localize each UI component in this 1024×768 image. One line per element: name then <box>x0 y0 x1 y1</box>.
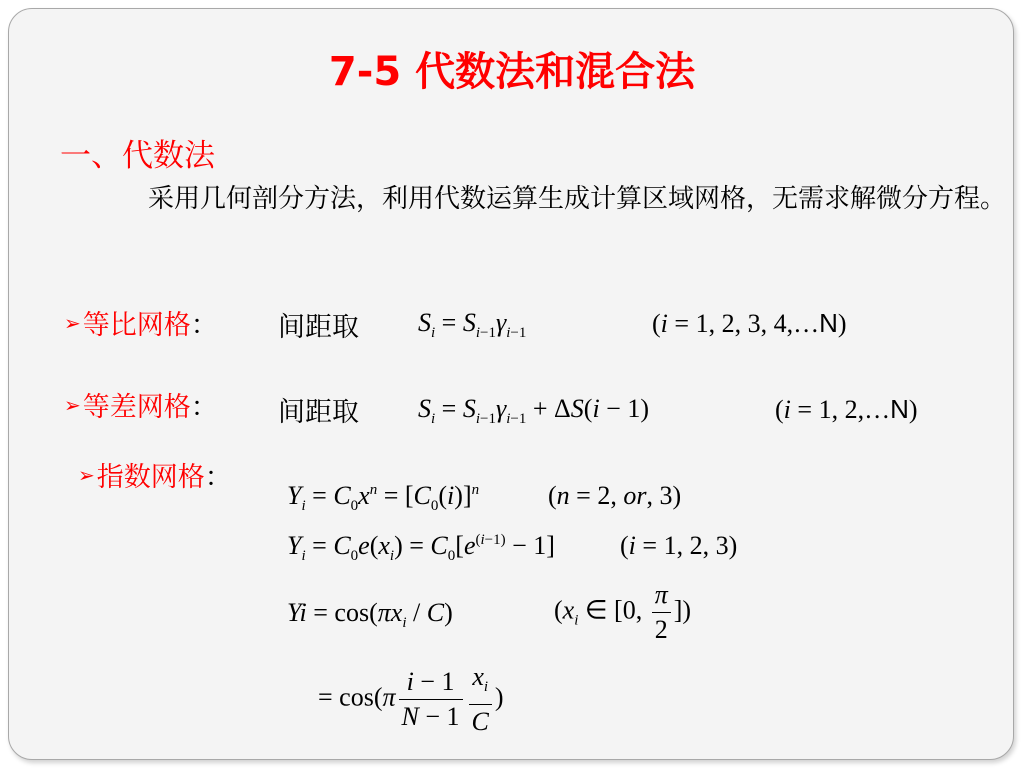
spacing-label: 间距取 <box>278 312 359 343</box>
formula-exponential-3-range: ($x_i$ ∈ [0, $\frac{\pi}{2}$ ]) <box>554 580 692 644</box>
bullet-colon: ： <box>190 392 218 423</box>
bullet-arithmetic-grid <box>64 385 218 424</box>
bullet-exponential-grid <box>78 455 232 494</box>
bullet-colon: ： <box>190 310 218 341</box>
bullet-colon: ： <box>204 462 232 493</box>
formula-exponential-2-range: (i = 1, 2, 3) <box>620 531 738 560</box>
arrow-bullet-icon: ➢ <box>64 310 81 335</box>
spacing-label: 间距取 <box>278 397 359 428</box>
bullet-label: 指数网格 <box>96 462 205 493</box>
formula-exponential-3: $Yi = \cos(\pi x_i / C)$ <box>287 598 453 631</box>
description-paragraph: 采用几何剖分方法，利用代数运算生成计算区域网格，无需求解微分方程。 <box>148 184 1007 214</box>
formula-arithmetic: $S_i = S_{i-1}\gamma_{i-1} + \Delta S(i - 1)$ <box>418 394 649 427</box>
formula-geometric: $S_i = S_{i-1}\gamma_{i-1}$ <box>418 308 527 341</box>
section-heading: 一、代数法 <box>60 138 215 174</box>
bullet-label: 等差网格 <box>82 392 191 423</box>
bullet-label: 等比网格 <box>82 310 191 341</box>
formula-geometric-range: (i = 1, 2, 3, 4,…N) <box>652 308 847 338</box>
slide-frame <box>8 8 1014 760</box>
formula-exponential-1-range: (n = 2, or, 3) <box>548 481 682 510</box>
formula-exponential-2: $Y_i = C_0e(x_i) = C_0[e^{(i-1)} - 1]$ <box>287 531 555 564</box>
formula-exponential-4: = cos(π $\frac{i - 1}{N - 1}$ $\frac{x_i}{C}$ ) <box>318 662 504 736</box>
slide-title: 7-5 代数法和混合法 <box>328 49 696 95</box>
formula-exponential-1: $Y_i = C_0x^n = [C_0(i)]^n$ <box>287 481 480 514</box>
bullet-geometric-grid <box>64 303 218 342</box>
formula-arithmetic-range: (i = 1, 2,…N) <box>775 394 918 424</box>
arrow-bullet-icon: ➢ <box>78 462 95 487</box>
arrow-bullet-icon: ➢ <box>64 392 81 417</box>
